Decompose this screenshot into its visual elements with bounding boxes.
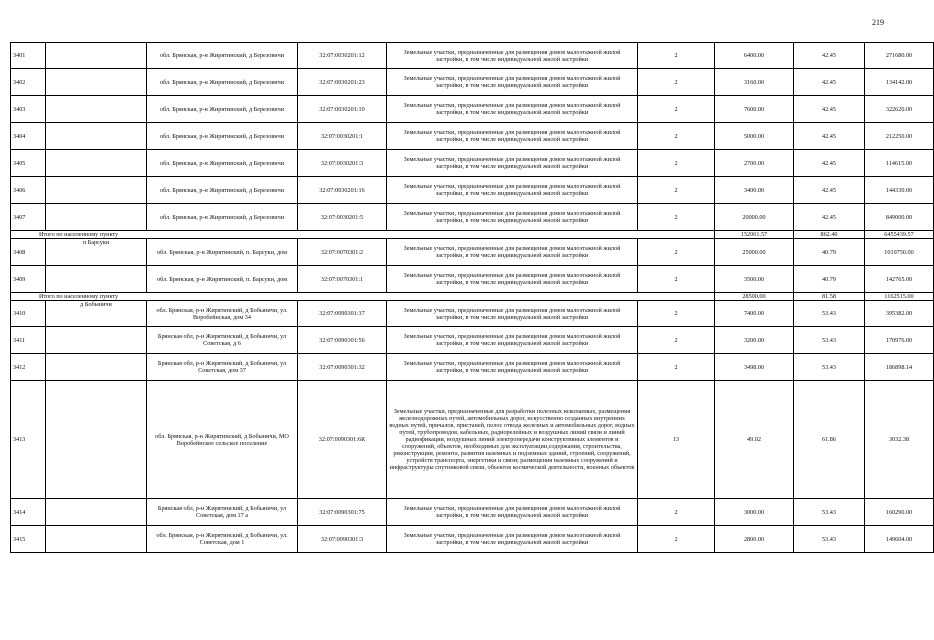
cadastral-number: 32:07:0030201:16	[298, 177, 387, 204]
cadastral-value: 170976.00	[865, 327, 934, 354]
cadastral-number: 32:07:0090301:56	[298, 327, 387, 354]
settlement-name	[46, 96, 147, 123]
row-number: 3404	[11, 123, 46, 150]
row-number: 3409	[11, 266, 46, 293]
cadastral-number: 32:07:0030201:1	[298, 123, 387, 150]
cadastral-value: 1019750.00	[865, 239, 934, 266]
address: Брянская обл, р-н Жирятинский, д Бобыничи, ул Советская, дом 37	[147, 354, 298, 381]
land-use-type: Земельные участки, предназначенные для размещения домов малоэтажной жилой застройки, в том числе индивидуальной жилой застройки	[387, 499, 638, 526]
table-row	[11, 381, 934, 499]
settlement-name: п Барсуки	[46, 239, 147, 266]
cadastral-rate: 42.45	[794, 69, 865, 96]
land-use-type: Земельные участки, предназначенные для размещения домов малоэтажной жилой застройки, в том числе индивидуальной жилой застройки	[387, 266, 638, 293]
row-number: 3414	[11, 499, 46, 526]
table-row	[11, 69, 934, 96]
row-number: 3401	[11, 43, 46, 69]
address: Брянская обл, р-н Жирятинский, д Бобыничи, ул Советская, дом 17 а	[147, 499, 298, 526]
settlement-name: д Бобыничи	[46, 301, 147, 327]
group-number: 13	[638, 381, 715, 499]
settlement-name	[46, 69, 147, 96]
cadastral-number: 32:07:0030201:23	[298, 69, 387, 96]
settlement-name	[46, 526, 147, 553]
cadastral-number: 32:07:0070301:1	[298, 266, 387, 293]
group-number: 2	[638, 204, 715, 231]
cadastral-value: 395382.00	[865, 301, 934, 327]
group-number: 2	[638, 239, 715, 266]
group-number: 2	[638, 327, 715, 354]
table-row	[11, 266, 934, 293]
cadastral-rate: 53.43	[794, 327, 865, 354]
cadastral-number: 32:07:0030201:3	[298, 150, 387, 177]
cadastral-rate: 42.45	[794, 150, 865, 177]
area: 25000.00	[715, 239, 794, 266]
area: 3498.00	[715, 354, 794, 381]
page-number: 219	[872, 18, 884, 27]
subtotal-rate: 862.40	[794, 231, 865, 239]
land-use-type: Земельные участки, предназначенные для размещения домов малоэтажной жилой застройки, в том числе индивидуальной жилой застройки	[387, 43, 638, 69]
land-use-type: Земельные участки, предназначенные для размещения домов малоэтажной жилой застройки, в том числе индивидуальной жилой застройки	[387, 177, 638, 204]
table-row	[11, 526, 934, 553]
cadastral-value: 849000.00	[865, 204, 934, 231]
area: 7400.00	[715, 301, 794, 327]
land-use-type: Земельные участки, предназначенные для размещения домов малоэтажной жилой застройки, в том числе индивидуальной жилой застройки	[387, 204, 638, 231]
land-use-type: Земельные участки, предназначенные для размещения домов малоэтажной жилой застройки, в том числе индивидуальной жилой застройки	[387, 150, 638, 177]
address: обл. Брянская, р-н Жирятинский, д Бобыничи, МО Воробейнское сельское поселение	[147, 381, 298, 499]
land-use-type: Земельные участки, предназначенные для разработки полезных ископаемых, размещения железнодорожных путей, автомобильных дорог, искусственно созданных внутренних водных путей, причалов, пристаней, полос отвода железных и автомобильных дорог, водных путей, трубопроводов, кабельных, радиорелейных и воздушных линий связи и линий радиофикации, воздушных линий электропередачи конструктивных элементов и сооружений, объектов, необходимых для эксплуатации,содержания, строительства, реконструкции, ремонта, развития наземных и подземных зданий, строений, сооружений, устройств транспорта, энергетики и связи; размещения наземных сооружений и инфраструктуры спутниковой связи, объектов космической деятельности, военных объектов	[387, 381, 638, 499]
cadastral-rate: 40.79	[794, 239, 865, 266]
settlement-name	[46, 354, 147, 381]
registry-body	[11, 43, 934, 553]
area: 2700.00	[715, 150, 794, 177]
table-row	[11, 150, 934, 177]
group-number: 2	[638, 499, 715, 526]
cadastral-rate: 42.45	[794, 123, 865, 150]
address: обл. Брянская, р-н Жирятинский, д Бобыничи, ул. Советская, дом 1	[147, 526, 298, 553]
row-number: 3413	[11, 381, 46, 499]
address: обл. Брянская, р-н Жирятинский, д Бобыничи, ул. Воробейнская, дом 34	[147, 301, 298, 327]
cadastral-number: 32:07:0090301:6К	[298, 381, 387, 499]
subtotal-rate: 81.58	[794, 293, 865, 301]
area: 49.02	[715, 381, 794, 499]
group-number: 2	[638, 43, 715, 69]
cadastral-number: 32:07:0090301:75	[298, 499, 387, 526]
address: обл. Брянская, р-н Жирятинский, д Березовичи	[147, 123, 298, 150]
cadastral-value: 142765.00	[865, 266, 934, 293]
table-row	[11, 301, 934, 327]
row-number: 3406	[11, 177, 46, 204]
land-registry-table	[10, 42, 934, 553]
settlement-name	[46, 123, 147, 150]
cadastral-value: 134142.00	[865, 69, 934, 96]
settlement-name	[46, 43, 147, 69]
subtotal-value: 6455439.57	[865, 231, 934, 239]
address: обл. Брянская, р-н Жирятинский, д Березовичи	[147, 150, 298, 177]
group-number: 2	[638, 526, 715, 553]
address: обл. Брянская, р-н Жирятинский, д Березовичи	[147, 43, 298, 69]
land-use-type: Земельные участки, предназначенные для размещения домов малоэтажной жилой застройки, в том числе индивидуальной жилой застройки	[387, 301, 638, 327]
group-number: 2	[638, 354, 715, 381]
subtotal-label: Итого по населенному пункту	[11, 293, 715, 301]
cadastral-rate: 53.43	[794, 499, 865, 526]
settlement-name	[46, 499, 147, 526]
area: 3000.00	[715, 499, 794, 526]
land-use-type: Земельные участки, предназначенные для размещения домов малоэтажной жилой застройки, в том числе индивидуальной жилой застройки	[387, 239, 638, 266]
settlement-name	[46, 177, 147, 204]
cadastral-rate: 40.79	[794, 266, 865, 293]
cadastral-number: 32:07:0090301:32	[298, 354, 387, 381]
row-number: 3411	[11, 327, 46, 354]
cadastral-value: 144330.00	[865, 177, 934, 204]
cadastral-number: 32:07:0070301:2	[298, 239, 387, 266]
subtotal-area: 152061.57	[715, 231, 794, 239]
address: обл. Брянская, р-н Жирятинский, д Березовичи	[147, 96, 298, 123]
settlement-name	[46, 327, 147, 354]
table-row	[11, 327, 934, 354]
row-number: 3410	[11, 301, 46, 327]
cadastral-value: 322620.00	[865, 96, 934, 123]
subtotal-area: 28500.00	[715, 293, 794, 301]
land-use-type: Земельные участки, предназначенные для размещения домов малоэтажной жилой застройки, в том числе индивидуальной жилой застройки	[387, 327, 638, 354]
area: 3400.00	[715, 177, 794, 204]
area: 5000.00	[715, 123, 794, 150]
cadastral-number: 32:07:0090301:37	[298, 301, 387, 327]
address: обл. Брянская, р-н Жирятинский, д Березовичи	[147, 177, 298, 204]
cadastral-number: 32:07:0090301:3	[298, 526, 387, 553]
subtotal-row	[11, 231, 934, 239]
area: 3200.00	[715, 327, 794, 354]
row-number: 3415	[11, 526, 46, 553]
group-number: 2	[638, 96, 715, 123]
address: обл. Брянская, р-н Жирятинский, п. Барсуки, дом	[147, 239, 298, 266]
land-use-type: Земельные участки, предназначенные для размещения домов малоэтажной жилой застройки, в том числе индивидуальной жилой застройки	[387, 526, 638, 553]
area: 3500.00	[715, 266, 794, 293]
group-number: 2	[638, 301, 715, 327]
cadastral-rate: 42.45	[794, 43, 865, 69]
area: 2800.00	[715, 526, 794, 553]
group-number: 2	[638, 123, 715, 150]
land-use-type: Земельные участки, предназначенные для размещения домов малоэтажной жилой застройки, в том числе индивидуальной жилой застройки	[387, 69, 638, 96]
table-row	[11, 177, 934, 204]
table-row	[11, 43, 934, 69]
address: обл. Брянская, р-н Жирятинский, д Березовичи	[147, 204, 298, 231]
address: обл. Брянская, р-н Жирятинский, д Березовичи	[147, 69, 298, 96]
cadastral-number: 32:07:0030201:12	[298, 43, 387, 69]
table-row	[11, 499, 934, 526]
address: Брянская обл, р-н Жирятинский, д Бобыничи, ул Советская, д 6	[147, 327, 298, 354]
cadastral-rate: 42.45	[794, 96, 865, 123]
row-number: 3412	[11, 354, 46, 381]
settlement-name	[46, 204, 147, 231]
area: 20000.00	[715, 204, 794, 231]
cadastral-value: 271680.00	[865, 43, 934, 69]
table-row	[11, 354, 934, 381]
land-use-type: Земельные участки, предназначенные для размещения домов малоэтажной жилой застройки, в том числе индивидуальной жилой застройки	[387, 354, 638, 381]
cadastral-value: 212250.00	[865, 123, 934, 150]
settlement-name	[46, 381, 147, 499]
land-use-type: Земельные участки, предназначенные для размещения домов малоэтажной жилой застройки, в том числе индивидуальной жилой застройки	[387, 96, 638, 123]
settlement-name	[46, 266, 147, 293]
table-row	[11, 239, 934, 266]
cadastral-value: 186898.14	[865, 354, 934, 381]
cadastral-number: 32:07:0030201:5	[298, 204, 387, 231]
area: 7600.00	[715, 96, 794, 123]
settlement-name	[46, 150, 147, 177]
cadastral-value: 160290.00	[865, 499, 934, 526]
group-number: 2	[638, 177, 715, 204]
cadastral-rate: 42.45	[794, 204, 865, 231]
area: 6400.00	[715, 43, 794, 69]
subtotal-row	[11, 293, 934, 301]
table-row	[11, 204, 934, 231]
table-row	[11, 123, 934, 150]
row-number: 3405	[11, 150, 46, 177]
cadastral-number: 32:07:0030201:10	[298, 96, 387, 123]
subtotal-value: 1162515.00	[865, 293, 934, 301]
area: 3160.00	[715, 69, 794, 96]
subtotal-label: Итого по населенному пункту	[11, 231, 715, 239]
row-number: 3402	[11, 69, 46, 96]
cadastral-rate: 53.43	[794, 526, 865, 553]
cadastral-value: 149604.00	[865, 526, 934, 553]
land-use-type: Земельные участки, предназначенные для размещения домов малоэтажной жилой застройки, в том числе индивидуальной жилой застройки	[387, 123, 638, 150]
cadastral-rate: 42.45	[794, 177, 865, 204]
group-number: 2	[638, 69, 715, 96]
cadastral-rate: 53.43	[794, 354, 865, 381]
cadastral-value: 114615.00	[865, 150, 934, 177]
group-number: 2	[638, 150, 715, 177]
cadastral-rate: 53.43	[794, 301, 865, 327]
cadastral-value: 3032.38	[865, 381, 934, 499]
address: обл. Брянская, р-н Жирятинский, п. Барсуки, дом	[147, 266, 298, 293]
row-number: 3408	[11, 239, 46, 266]
row-number: 3403	[11, 96, 46, 123]
cadastral-rate: 61.86	[794, 381, 865, 499]
group-number: 2	[638, 266, 715, 293]
table-row	[11, 96, 934, 123]
row-number: 3407	[11, 204, 46, 231]
